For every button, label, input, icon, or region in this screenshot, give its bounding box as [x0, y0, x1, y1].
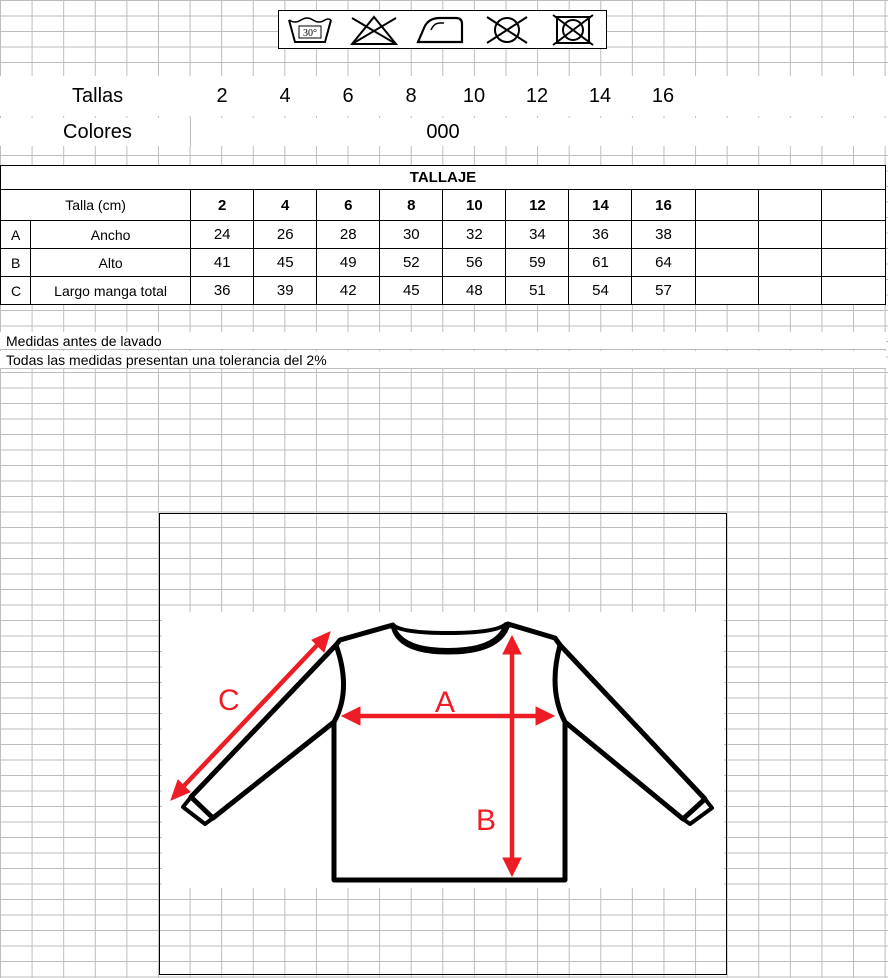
size-value: 16 — [651, 85, 675, 107]
size-header-value: 8 — [380, 190, 443, 221]
sweater-outline — [334, 624, 565, 880]
measure-cell: 56 — [443, 249, 506, 277]
size-header-value: 6 — [317, 190, 380, 221]
arrow-c — [180, 640, 322, 790]
measure-cell: 32 — [443, 221, 506, 249]
measure-cell: 41 — [191, 249, 254, 277]
measure-cell: 26 — [254, 221, 317, 249]
measure-cell: 45 — [380, 277, 443, 305]
size-header-value: 10 — [443, 190, 506, 221]
size-value: 2 — [216, 85, 228, 107]
size-value: 6 — [342, 85, 354, 107]
measure-cell: 39 — [254, 277, 317, 305]
row-letter: A — [1, 221, 31, 249]
measure-cell: 54 — [569, 277, 632, 305]
measure-cell: 59 — [506, 249, 569, 277]
size-value: 12 — [525, 85, 549, 107]
sizes-label: Tallas — [72, 85, 124, 107]
measure-cell: 34 — [506, 221, 569, 249]
size-header-value: 4 — [254, 190, 317, 221]
measure-cell: 24 — [191, 221, 254, 249]
arrow-a-head-left — [342, 707, 360, 725]
colors-value: 000 — [426, 121, 460, 143]
measure-cell: 38 — [632, 221, 695, 249]
note-before-wash: Medidas antes de lavado — [0, 332, 886, 350]
arrow-b-head-bottom — [503, 858, 521, 876]
measure-cell: 52 — [380, 249, 443, 277]
colors-label: Colores — [63, 121, 132, 143]
arrow-a-head-right — [536, 707, 554, 725]
tallaje-title: TALLAJE — [1, 166, 886, 190]
size-header-value: 2 — [191, 190, 254, 221]
wash-temp-label: 30° — [303, 27, 318, 39]
measure-cell: 45 — [254, 249, 317, 277]
size-value: 10 — [462, 85, 486, 107]
size-header-value: 14 — [569, 190, 632, 221]
measure-cell: 57 — [632, 277, 695, 305]
size-header: Talla (cm) — [1, 190, 191, 221]
note-tolerance: Todas las medidas presentan una tolerancia del 2% — [0, 351, 886, 369]
row-name: Largo manga total — [31, 277, 191, 305]
size-value: 4 — [279, 85, 291, 107]
label-b: B — [476, 804, 497, 837]
label-a: A — [435, 686, 456, 719]
measure-cell: 36 — [191, 277, 254, 305]
measure-cell: 64 — [632, 249, 695, 277]
size-header-value: 12 — [506, 190, 569, 221]
size-header-value: 16 — [632, 190, 695, 221]
arrow-b-head-top — [503, 636, 521, 654]
row-letter: C — [1, 277, 31, 305]
size-value: 14 — [588, 85, 612, 107]
measure-cell: 42 — [317, 277, 380, 305]
row-name: Ancho — [31, 221, 191, 249]
measure-cell: 28 — [317, 221, 380, 249]
right-sleeve — [560, 645, 705, 819]
measure-cell: 48 — [443, 277, 506, 305]
row-letter: B — [1, 249, 31, 277]
measure-cell: 51 — [506, 277, 569, 305]
left-sleeve — [191, 645, 336, 818]
size-value: 8 — [405, 85, 417, 107]
measure-cell: 30 — [380, 221, 443, 249]
label-c: C — [218, 684, 240, 717]
row-name: Alto — [31, 249, 191, 277]
measure-cell: 61 — [569, 249, 632, 277]
measure-cell: 36 — [569, 221, 632, 249]
measure-cell: 49 — [317, 249, 380, 277]
